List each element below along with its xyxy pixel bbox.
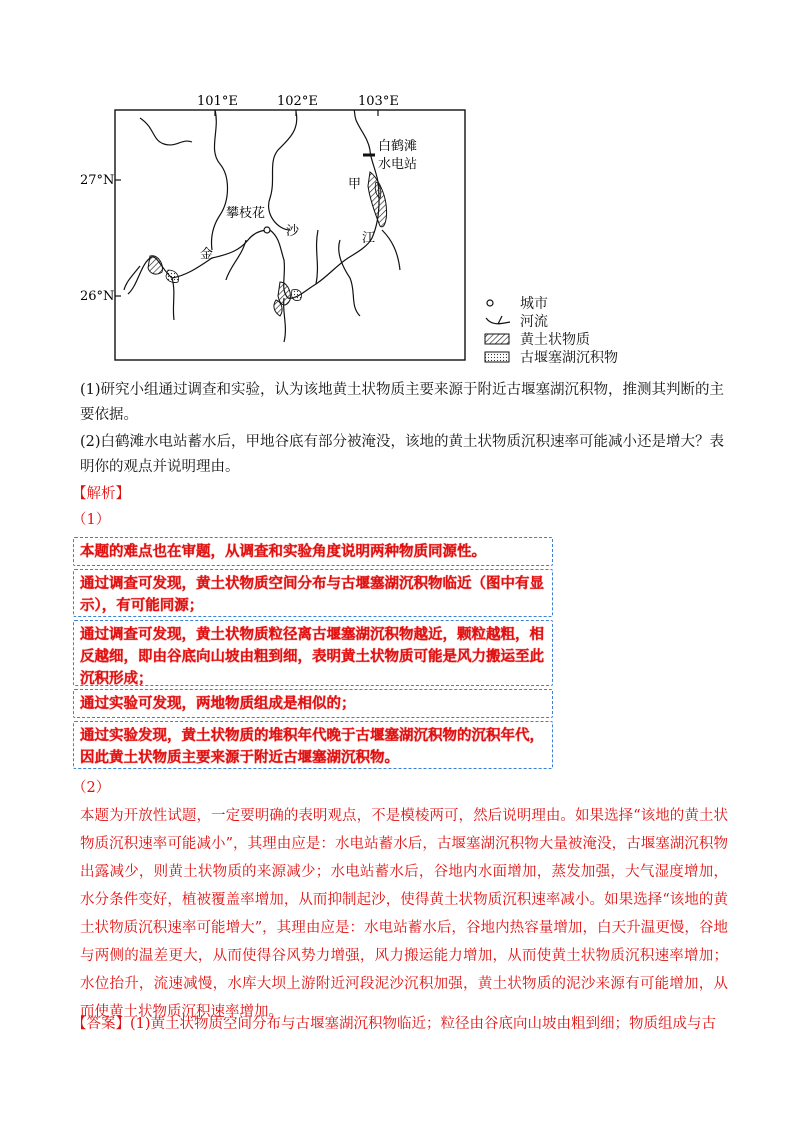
panzhihua-city-marker <box>264 227 270 233</box>
lat-label-27: 27°N <box>80 173 115 188</box>
part2-explanation: 本题为开放性试题，一定要明确的表明观点，不是模棱两可，然后说明理由。如果选择“该地的黄土状物质沉积速率可能减小”，其理由应是：水电站蓄水后，古堰塞湖沉积物大量被淹没，古堰塞湖沉积物出露减少，则黄土状物质的来源减少；水电站蓄水后，谷地内水面增加，蒸发加强，大气湿度增加，水分条件变好，植被覆盖率增加，从而抑制起沙，使得黄土状物质沉积速率减小。如果选择“该地的黄土状物质沉积速率可能增大”，其理由应是：水电站蓄水后，谷地内热容量增加，白天升温更慢，谷地与两侧的温差更大，从而使得谷风势力增强，风力搬运能力增加，从而使黄土状物质沉积速率增加；水位抬升，流速减慢，水库大坝上游附近河段泥沙沉积加强，黄土状物质的泥沙来源有可能增加，从而使黄土状物质沉积速率增加。 <box>80 808 728 1020</box>
lon-label-103: 103°E <box>358 94 399 109</box>
legend-item-river <box>484 312 618 330</box>
station-label-2: 水电站 <box>378 157 418 172</box>
part1-label: （1） <box>72 512 111 528</box>
station-label-1: 白鹤滩 <box>378 139 418 154</box>
analysis-heading: 【解析】 <box>72 486 130 502</box>
answer-line <box>72 1012 728 1036</box>
jin-label: 金 <box>200 247 214 262</box>
lon-label-101: 101°E <box>197 94 238 109</box>
river-map <box>80 80 480 365</box>
legend-label-city: 城市 <box>520 296 548 312</box>
lake-sediments <box>166 182 381 301</box>
legend-item-sediment <box>484 348 618 366</box>
legend-item-city <box>484 294 618 312</box>
legend-label-loess: 黄土状物质 <box>520 332 590 348</box>
analysis-box-1: 本题的难点也在审题，从调查和实验角度说明两种物质同源性。 <box>73 537 553 566</box>
analysis-box-2: 通过调查可发现，黄土状物质空间分布与古堰塞湖沉积物临近（图中有显示），有可能同源； <box>73 569 553 617</box>
lat-label-26: 26°N <box>80 289 115 304</box>
jiang-label: 江 <box>362 231 376 246</box>
river-network <box>124 110 400 342</box>
loess-deposits <box>148 172 387 316</box>
question-1: (1)研究小组通过调查和实验，认为该地黄土状物质主要来源于附近古堰塞湖沉积物，推测其判断的主要依据。 <box>80 382 725 423</box>
jia-label: 甲 <box>348 177 362 192</box>
analysis-box-4: 通过实验可发现，两地物质组成是相似的； <box>73 689 553 718</box>
analysis-box-5: 通过实验发现，黄土状物质的堆积年代晚于古堰塞湖沉积物的沉积年代，因此黄土状物质主要来源于附近古堰塞湖沉积物。 <box>73 721 553 769</box>
sha-label: 沙 <box>286 224 300 239</box>
lon-label-102: 102°E <box>277 94 318 109</box>
legend-item-loess <box>484 330 618 348</box>
panzhihua-label: 攀枝花 <box>226 206 266 221</box>
legend-label-river: 河流 <box>520 314 548 330</box>
map-legend <box>484 294 618 366</box>
legend-label-sediment: 古堰塞湖沉积物 <box>520 350 618 366</box>
analysis-box-3: 通过调查可发现，黄土状物质粒径离古堰塞湖沉积物越近，颗粒越粗，相反越细，即由谷底向山坡由粗到细，表明黄土状物质可能是风力搬运至此沉积形成； <box>73 620 553 686</box>
part2-label: （2） <box>72 780 111 796</box>
answer-heading: 【答案】 <box>72 1016 130 1032</box>
answer-text: (1)黄土状物质空间分布与古堰塞湖沉积物临近；粒径由谷底向山坡由粗到细；物质组成与古 <box>130 1016 717 1032</box>
question-2: (2)白鹤滩水电站蓄水后，甲地谷底有部分被淹没，该地的黄土状物质沉积速率可能减小还是增大？表明你的观点并说明理由。 <box>80 434 725 475</box>
